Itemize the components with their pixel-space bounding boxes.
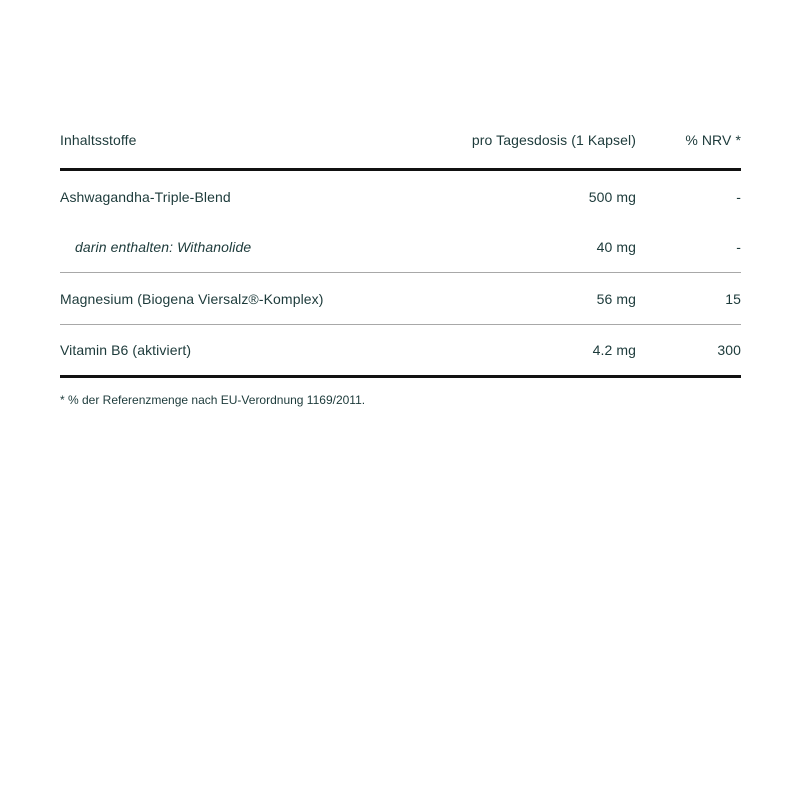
header-ingredient: Inhaltsstoffe [60,131,137,148]
ingredient-name: Vitamin B6 (aktiviert) [60,342,192,358]
table-row [60,325,741,378]
ingredient-nrv: - [736,188,741,205]
ingredient-amount: 40 mg [596,239,636,255]
table-header-row [60,111,741,171]
nutrition-table [60,111,741,378]
header-daily-dose: pro Tagesdosis (1 Kapsel) [471,131,636,148]
table-row [60,171,741,222]
ingredient-name: Magnesium (Biogena Viersalz®-Komplex) [60,290,324,307]
ingredient-amount: 56 mg [596,290,636,307]
footnote: * % der Referenzmenge nach EU-Verordnung 1169/2011. [60,393,366,407]
table-row [60,273,741,325]
ingredient-amount: 500 mg [588,188,636,205]
ingredient-amount: 4.2 mg [592,342,636,358]
header-nrv: % NRV * [685,131,741,148]
ingredient-nrv: 300 [717,342,741,358]
table-row [60,222,741,273]
ingredient-name: darin enthalten: Withanolide [75,239,252,255]
ingredient-nrv: - [736,239,741,255]
ingredient-nrv: 15 [725,290,741,307]
ingredient-name: Ashwagandha-Triple-Blend [60,188,231,205]
